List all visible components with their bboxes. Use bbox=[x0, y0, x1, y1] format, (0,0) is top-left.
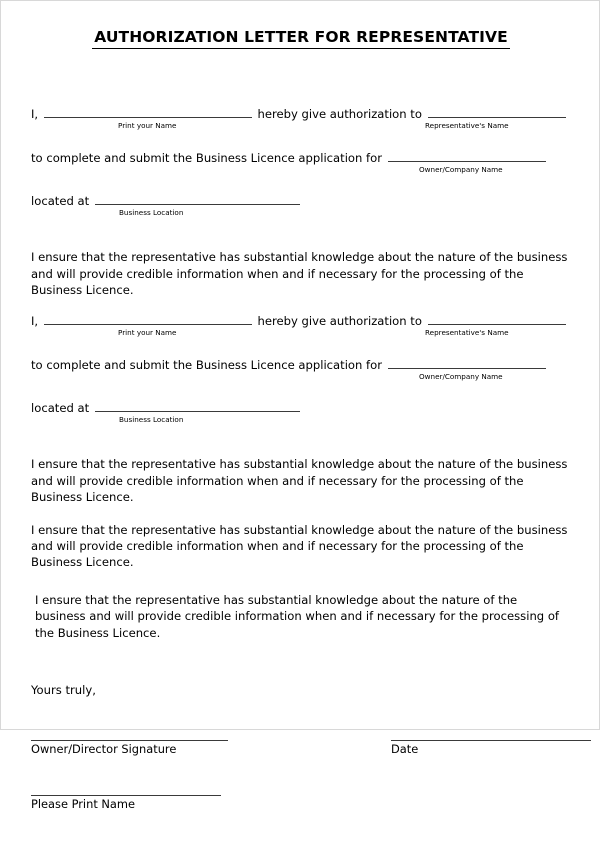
assurance-paragraph-3: I ensure that the representative has substantial knowledge about the nature of the business and will provide credible information when and if necessary for the processing of the Business Licence. bbox=[31, 522, 568, 570]
location-caption-row-2 bbox=[31, 416, 571, 426]
auth-line-name-2 bbox=[31, 312, 571, 329]
page-title-container bbox=[31, 27, 571, 49]
caption-representatives-name-2: Representative's Name bbox=[425, 328, 509, 338]
date-block bbox=[391, 740, 591, 757]
print-name-label: Please Print Name bbox=[31, 796, 136, 811]
location-caption-row-1 bbox=[31, 209, 571, 219]
assurance-paragraph-2: I ensure that the representative has substantial knowledge about the nature of the business and will provide credible information when and if necessary for the processing of the Business Licence. bbox=[31, 457, 568, 505]
owner-signature-label: Owner/Director Signature bbox=[31, 741, 177, 756]
caption-representatives-name-1: Representative's Name bbox=[425, 121, 509, 131]
business-location-blank-1[interactable] bbox=[95, 192, 300, 205]
line-lead-i-1: I, bbox=[31, 107, 39, 122]
line-mid-1: hereby give authorization to bbox=[257, 107, 422, 122]
closing-salutation: Yours truly, bbox=[31, 683, 96, 698]
line-lead-located-1: located at bbox=[31, 194, 90, 209]
representative-name-blank-1[interactable] bbox=[428, 105, 566, 118]
auth-captions-2 bbox=[31, 329, 571, 339]
auth-line-name-1 bbox=[31, 105, 571, 122]
caption-business-location-2: Business Location bbox=[119, 415, 184, 425]
owner-caption-row-1 bbox=[31, 166, 571, 176]
caption-business-location-1: Business Location bbox=[119, 208, 184, 218]
caption-owner-company-name-1: Owner/Company Name bbox=[419, 165, 503, 175]
line-lead-located-2: located at bbox=[31, 401, 90, 416]
print-name-blank-2[interactable] bbox=[44, 312, 252, 325]
authorization-block-2 bbox=[31, 312, 571, 426]
caption-print-your-name-1: Print your Name bbox=[118, 121, 177, 131]
print-name-blank-1[interactable] bbox=[44, 105, 252, 118]
business-location-blank-2[interactable] bbox=[95, 399, 300, 412]
auth-captions-1 bbox=[31, 122, 571, 132]
caption-print-your-name-2: Print your Name bbox=[118, 328, 177, 338]
owner-signature-block bbox=[31, 740, 228, 757]
auth-line-owner-2 bbox=[31, 356, 571, 373]
line-lead-i-2: I, bbox=[31, 314, 39, 329]
print-name-block bbox=[31, 795, 221, 812]
assurance-paragraph-1: I ensure that the representative has substantial knowledge about the nature of the business and will provide credible information when and if necessary for the processing of the Business Licence. bbox=[31, 250, 568, 297]
owner-company-blank-1[interactable] bbox=[388, 149, 546, 162]
authorization-block-1 bbox=[31, 105, 571, 219]
letter-body bbox=[1, 1, 601, 811]
auth-line-location-1 bbox=[31, 192, 571, 209]
page-title: AUTHORIZATION LETTER FOR REPRESENTATIVE bbox=[92, 28, 510, 49]
auth-line-location-2 bbox=[31, 399, 571, 416]
line-mid-2: hereby give authorization to bbox=[257, 314, 422, 329]
date-label: Date bbox=[391, 741, 419, 756]
signature-area bbox=[31, 740, 571, 860]
owner-company-blank-2[interactable] bbox=[388, 356, 546, 369]
line-lead-complete-2: to complete and submit the Business Licence application for bbox=[31, 358, 382, 373]
owner-caption-row-2 bbox=[31, 373, 571, 383]
auth-line-owner-1 bbox=[31, 149, 571, 166]
line-lead-complete-1: to complete and submit the Business Licence application for bbox=[31, 151, 382, 166]
representative-name-blank-2[interactable] bbox=[428, 312, 566, 325]
caption-owner-company-name-2: Owner/Company Name bbox=[419, 372, 503, 382]
assurance-paragraph-4: I ensure that the representative has substantial knowledge about the nature of the business and will provide credible information when and if necessary for the processing of the Business Licence. bbox=[35, 592, 560, 640]
